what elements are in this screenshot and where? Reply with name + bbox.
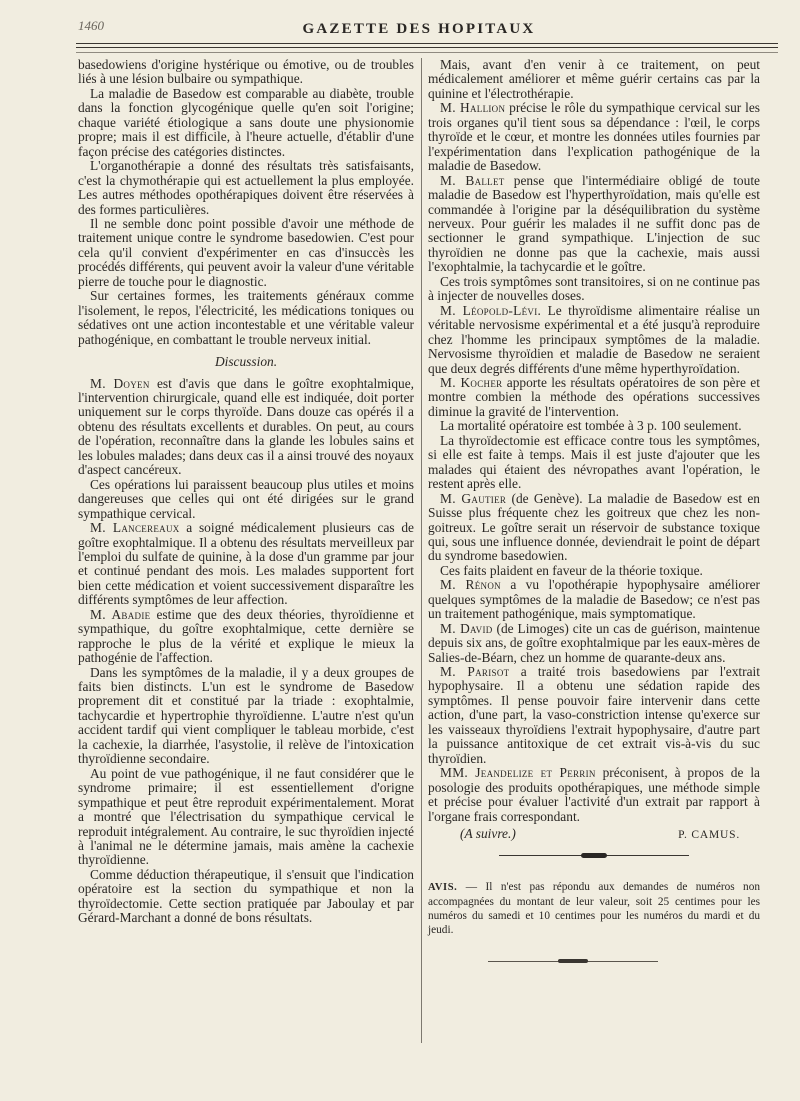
paragraph-text: apporte les résultats opératoires de son père et montre combien la méthode des opérations successives diminue la gravité de l'intervention. [428, 374, 760, 419]
header-rule-double [76, 47, 778, 48]
paragraph [428, 304, 760, 376]
paragraph-text: est d'avis que dans le goître exophtalmique, l'intervention chirurgicale, quand elle est indiquée, doit porter uniquement sur le corps thyroïde. Dans douze cas opérés il a obtenu des résultats excellents et durables. On peut, au cours de l'opération, reconnaître dans la glande les lobules sains et les lobules malades; dans deux cas il a ainsi trouvé des noyaux d'aspect cancéreux. [78, 375, 414, 478]
speaker-name: M. Léopold-Lévi. [440, 302, 542, 318]
paragraph: Au point de vue pathogénique, il ne faut considérer que le syndrome primaire; il est essentiellement d'origne sympathique et peut être reproduit expérimentalement. Morat a montré que l'électrisation du sympathique cervical le reproduit intégralement. Au contraire, le suc thyroïdien injecté à l'animal ne le détermine jamais, mais amène la cachexie thyroïdienne. [78, 765, 414, 868]
paragraph-text: a vu l'opothérapie hypophysaire améliorer quelques symptômes de la maladie de Basedow; ce n'est pas un traitement pathogénique, mais symptomatique. [428, 577, 760, 622]
paragraph: Ces faits plaident en faveur de la théorie toxique. [440, 562, 703, 578]
paragraph: Sur certaines formes, les traitements généraux comme l'isolement, le repos, l'électricité, les médications toniques ou sédatives ont une action incontestable et une véritable valeur pathogénique, en combattant le trouble nerveux initial. [78, 288, 414, 347]
paragraph [428, 766, 760, 824]
running-title: GAZETTE DES HOPITAUX [302, 21, 536, 37]
paragraph [78, 608, 414, 666]
speaker-name: MM. Jeandelize et Perrin [440, 765, 596, 781]
paragraph [428, 492, 760, 564]
paragraph-text: (de Limoges) cite un cas de guérison, maintenue depuis six ans, de goître exophtalmique par les eaux-mères de Salies-de-Béarn, chez un homme de quarante-deux ans. [428, 620, 760, 665]
paragraph-text: a soigné médicalement plusieurs cas de goître exophtalmique. Il a obtenu des résultats merveilleux par l'emploi du sulfate de quinine, à la dose d'un gramme par jour et continué pendant des mois. Les malades supportent fort bien cette médication et voient successivement disparaître les différents symptômes de leur affection. [78, 520, 414, 608]
paragraph [428, 174, 760, 275]
speaker-name: M. Lancereaux [90, 520, 180, 536]
closing-ornament [488, 959, 658, 965]
paragraph: Ces opérations lui paraissent beaucoup plus utiles et moins dangereuses que celles qui ont été dirigées sur le grand sympathique cervical. [78, 476, 414, 521]
paragraph: Il ne semble donc point possible d'avoir une méthode de traitement unique contre le syndrome basedowien. C'est pour cela qu'il convient d'expérimenter en cas d'insuccès les procédés différents, qui peuvent avoir la valeur d'une véritable pierre de touche pour le diagnostic. [78, 215, 414, 289]
paragraph: Dans les symptômes de la maladie, il y a deux groupes de faits bien distincts. L'un est le syndrome de Basedow proprement dit et constitué par la triade : exophtalmie, tachycardie et hypertrophie thyroïdienne. L'autre n'est qu'un accident tardif qui vient compliquer le tableau morbide, c'est la cachexie, la diarrhée, l'asystolie, il relève de l'intoxication thyroïdienne secondaire. [78, 664, 414, 767]
ornament-center [558, 959, 588, 963]
ornament-center [581, 853, 607, 858]
paragraph-text: préconisent, à propos de la posologie des produits opothérapiques, une méthode simple et précise pour évaluer l'activité d'un extrait par rapport à l'organe frais correspondant. [428, 765, 760, 824]
paragraph-text: Le thyroïdisme alimentaire réalise un véritable nervosisme expérimental et a été jusqu'à reproduire chez l'homme les principaux symptômes de la maladie. Nervosisme thyroïdien et maladie de Basedow ne seraient que deux degrés différents d'une même hyperthyroïdation. [428, 302, 760, 376]
paragraph: Mais, avant d'en venir à ce traitement, on peut médicalement améliorer et même guérir certains cas par la quinine et l'électrothérapie. [428, 57, 760, 101]
paragraph: L'organothérapie a donné des résultats très satisfaisants, c'est la chymothérapie qui est actuellement la plus employée. Les autres méthodes opothérapiques doivent être réservées à des formes particulières. [78, 158, 414, 217]
paragraph [428, 665, 760, 766]
paragraph: La mortalité opératoire est tombée à 3 p. 100 seulement. [440, 418, 742, 434]
speaker-name: M. David [440, 620, 493, 636]
paragraph: La maladie de Basedow est comparable au diabète, trouble dans la fonction glycogénique quelle qu'en soit l'origine; chaque variété étiologique a sans doute une physionomie propre; mais il est difficile, à l'heure actuelle, d'établir d'une façon précise des catégories distinctes. [78, 85, 414, 159]
paragraph: Comme déduction thérapeutique, il s'ensuit que l'indication opératoire est la section du sympathique et non la thyroïdectomie. Cette section pratiquée par Jaboulay et par Gérard-Marchant a donné de bons résultats. [78, 866, 414, 926]
paragraph [428, 622, 760, 665]
left-column [78, 58, 414, 926]
paragraph [428, 101, 760, 173]
to-follow-note: (A suivre.) [460, 826, 516, 842]
paragraph-text: a traité trois basedowiens par l'extrait hypophysaire. Il a obtenu une sédation rapide des symptômes. Il pense pouvoir faire intervenir dans cette action, d'une part, la vaso-constriction intense qu'exerce sur les vaisseaux thyroïdiens l'extrait hypophysaire, d'autre part la puissance antitoxique de cet extrait vis-à-vis du suc thyroïdien. [428, 664, 760, 766]
paragraph-text: pense que l'intermédiaire obligé de toute maladie de Basedow est l'hyperthyroïdation, mais qu'elle est commandée à l'origine par la déséquilibration du système nerveux. Pour guérir les malades il ne suffit donc pas de sectionner le grand sympathique. L'injection de suc thyroïdien ne donne pas que la cachexie, mais aussi l'exophtalmie, la tachycardie et le goître. [428, 172, 760, 275]
subscription-notice [428, 880, 760, 937]
header-rule [76, 43, 778, 44]
page-header [60, 18, 778, 42]
author-signature: P. CAMUS. [678, 829, 740, 842]
page-number: 1460 [78, 18, 104, 33]
speaker-name: M. Abadie [90, 606, 151, 622]
speaker-name: M. Gautier [440, 490, 507, 506]
signature-line [428, 827, 760, 843]
header-rule-thin [76, 52, 778, 53]
section-ornament [499, 852, 689, 860]
paragraph-text: précise le rôle du sympathique cervical sur les trois organes qu'il tient sous sa dépendance : l'œil, le corps thyroïde et le cœur, et montre les données utiles fournies par l'expérimentation dans l'explication pathogénique de la maladie de Basedow. [428, 100, 761, 174]
section-heading: Discussion. [214, 354, 278, 370]
paragraph: La thyroïdectomie est efficace contre tous les symptômes, si elle est faite à temps. Mais il est juste d'ajouter que les malades qui étaient des névropathes avant l'opération, le restent après elle. [428, 432, 760, 492]
column-divider [421, 58, 422, 1043]
paragraph: basedowiens d'origine hystérique ou émotive, ou de troubles liés à une lésion bulbaire ou sympathique. [78, 57, 414, 87]
right-column [428, 58, 760, 965]
paragraph [428, 376, 760, 419]
speaker-name: M. Hallion [440, 100, 506, 116]
speaker-name: M. Rénon [440, 577, 501, 593]
paragraph-text: (de Genève). La maladie de Basedow est en Suisse plus fréquente chez les goitreux que chez les non-goitreux. Le goître serait un réservoir de substance toxique qui, sous une influence donnée, deviendrait le point de départ du syndrome basedowien. [428, 490, 760, 564]
speaker-name: M. Parisot [440, 664, 510, 680]
paragraph [428, 578, 760, 621]
paragraph: Ces trois symptômes sont transitoires, si on ne continue pas à injecter de nouvelles doses. [428, 273, 760, 304]
speaker-name: M. Doyen [90, 375, 150, 391]
speaker-name: M. Ballet [440, 172, 505, 188]
paragraph [78, 377, 414, 478]
notice-text: — Il n'est pas répondu aux demandes de numéros non accompagnées du montant de leur valeur, soit 25 centimes pour les numéros du samedi et 10 centimes pour les numéros du mardi et du jeudi. [428, 881, 761, 937]
notice-lead: AVIS. [428, 882, 458, 894]
paragraph-text: estime que des deux théories, thyroïdienne et sympathique, du goître exophtalmique, cette dernière se rapproche le plus de la vérité et explique le mieux la pathogénie de l'affection. [78, 606, 414, 666]
paragraph [78, 521, 414, 608]
speaker-name: M. Kocher [440, 374, 503, 390]
